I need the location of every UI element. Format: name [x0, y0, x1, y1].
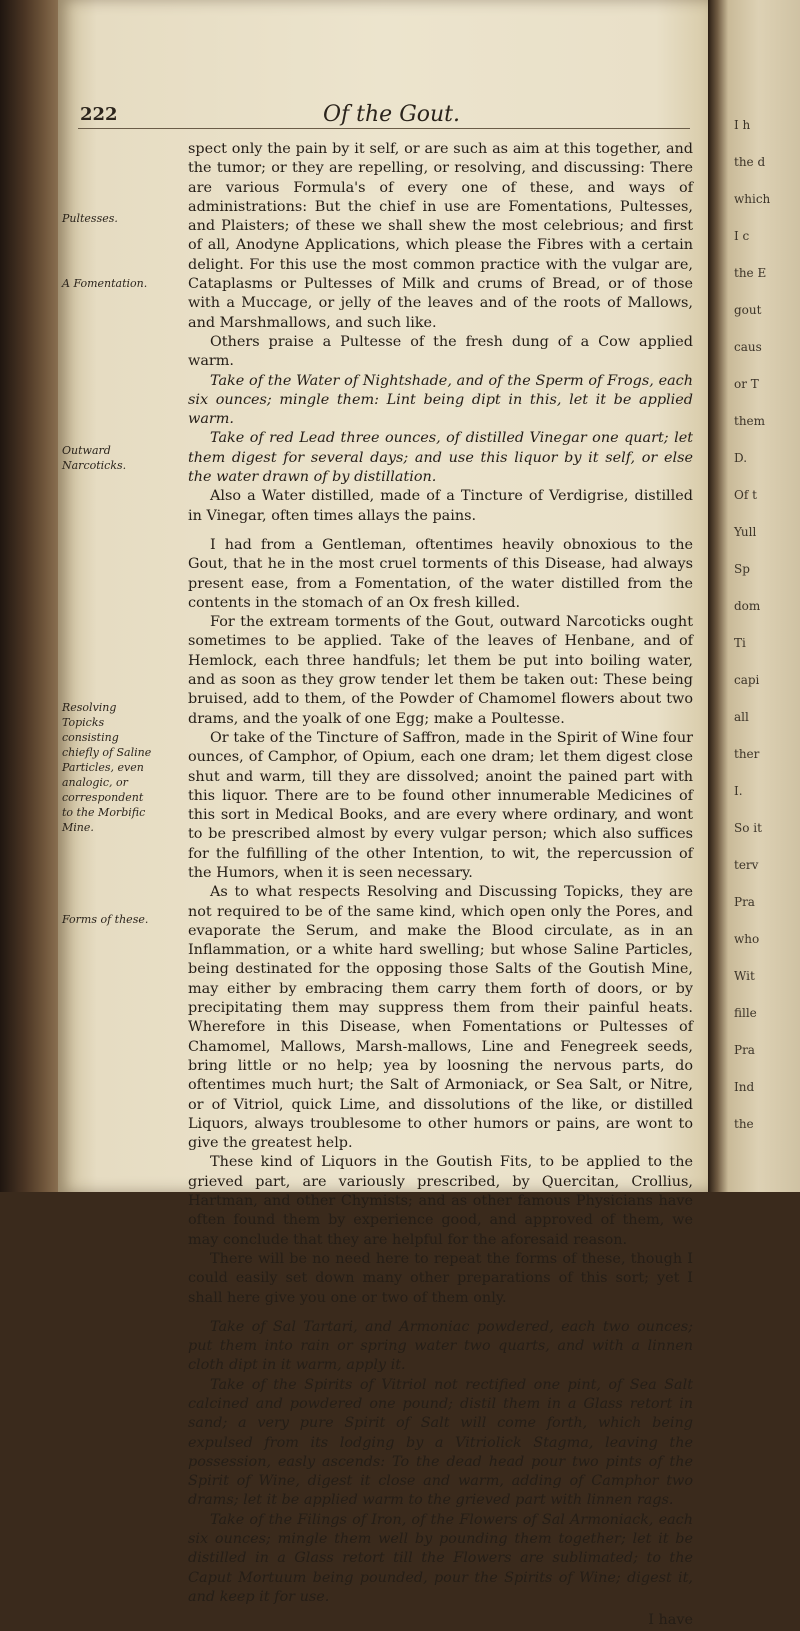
margin-note-pultesses: Pultesses.: [62, 212, 118, 225]
running-title: Of the Gout.: [323, 102, 461, 127]
facing-page-fragment: Of t: [734, 488, 757, 502]
margin-note-forms: Forms of these.: [62, 913, 149, 926]
page-number: 222: [80, 104, 118, 125]
facing-page-edge: [708, 0, 800, 1192]
facing-page-fragment: caus: [734, 340, 762, 354]
recipe-paragraph: Take of the Filings of Iron, of the Flowers of Sal Armoniack, each six ounces; mingle them well by pounding them together; let it be distilled in a Glass retort till the Flowers are sublimated; to the Caput Mortuum being pounded, pour the Spirits of Wine; digest it, and keep it for use.: [188, 1511, 693, 1605]
paragraph: I had from a Gentleman, oftentimes heavily obnoxious to the Gout, that he in the most cruel torments of this Disease, had always present ease, from a Fomentation, of the water distilled from the contents in the stomach of an Ox fresh killed.: [188, 536, 693, 611]
facing-page-fragment: I.: [734, 784, 743, 798]
page-body: [188, 140, 693, 1631]
recipe-paragraph: Take of the Spirits of Vitriol not rectified one pint, of Sea Salt calcined and powdered one pound; distil them in a Glass retort in sand; a very pure Spirit of Salt will come forth, which being expulsed from its lodging by a Vitriolick Stagma, leaving the possession, easly ascends: To the dead head pour two pints of the Spirit of Wine, digest it close and warm, adding of Camphor two drams; let it be applied warm to the grieved part with linnen rags.: [188, 1376, 693, 1509]
facing-page-fragment: the d: [734, 155, 766, 169]
paragraph: spect only the pain by it self, or are such as aim at this together, and the tumor; or they are repelling, or resolving, and discussing: There are various Formula's of every one of these, and ways of administrations: But the chief in use are Fomentations, Pultesses, and Plaisters; of these we shall shew the most celebrious; and first of all, Anodyne Applications, which please the Fibres with a certain delight. For this use the most common practice with the vulgar are, Cataplasms or Pultesses of Milk and crums of Bread, or of those with a Muccage, or jelly of the leaves and of the roots of Mallows, and Marshmallows, and such like.: [188, 141, 693, 331]
running-head: [58, 104, 708, 128]
facing-page-fragment: I h: [734, 118, 751, 132]
facing-page-fragment: Pra: [734, 895, 755, 909]
facing-page-fragment: the: [734, 1117, 754, 1131]
facing-page-fragment: Yull: [734, 525, 757, 539]
book-page: [58, 0, 708, 1629]
facing-page-fragment: all: [734, 710, 749, 724]
facing-page-fragment: Ti: [734, 636, 746, 650]
facing-page-fragment: Ind: [734, 1080, 755, 1094]
paragraph: Also a Water distilled, made of a Tincture of Verdigrise, distilled in Vinegar, often times allays the pains.: [188, 488, 693, 524]
facing-page-fragment: which: [734, 192, 771, 206]
margin-note-narcoticks: Outward Narcoticks.: [62, 444, 127, 472]
margin-note-resolving: Resolving Topicks consisting chiefly of Saline Particles, even analogic, or correspondent to the Morbific Mine.: [62, 701, 152, 834]
recipe-paragraph: Take of the Water of Nightshade, and of the Sperm of Frogs, each six ounces; mingle them: Lint being dipt in this, let it be applied warm.: [188, 372, 693, 428]
paragraph: Others praise a Pultesse of the fresh dung of a Cow applied warm.: [188, 333, 693, 370]
recipe-paragraph: Take of red Lead three ounces, of distilled Vinegar one quart; let them digest for several days; and use this liquor by it self, or else the water drawn of by distillation.: [188, 430, 693, 486]
facing-page-fragment: gout: [734, 303, 762, 317]
catchword: I have: [648, 1612, 693, 1629]
facing-page-fragment: Sp: [734, 562, 750, 576]
facing-page-fragment: Wit: [734, 969, 755, 983]
paragraph: For the extream torments of the Gout, outward Narcoticks ought sometimes to be applied. Take of the leaves of Henbane, and of Hemlock, each three handfuls; let them be put into boiling water, and as soon as they grow tender let them be taken out: These being bruised, add to them, of the Powder of Chamomel flowers about two drams, and the yoalk of one Egg; make a Poultesse.: [188, 614, 693, 727]
facing-page-fragment: capi: [734, 673, 760, 687]
recipe-paragraph: Take of Sal Tartari, and Armoniac powdered, each two ounces; put them into rain or spring water two quarts, and with a linnen cloth dipt in it warm, apply it.: [188, 1318, 693, 1374]
facing-page-fragment: I c: [734, 229, 750, 243]
facing-page-fragment: D.: [734, 451, 748, 465]
facing-page-fragment: fille: [734, 1006, 757, 1020]
facing-page-fragment: or T: [734, 377, 759, 391]
paragraph: As to what respects Resolving and Discussing Topicks, they are not required to be of the same kind, which open only the Pores, and evaporate the Serum, and make the Blood circulate, as in an Inflammation, or a white hard swelling; but whose Saline Particles, being destinated for the opposing those Salts of the Goutish Mine, may either by embracing them carry them forth of doors, or by precipitating them may suppress them from their painful heats. Wherefore in this Disease, when Fomentations or Pultesses of Chamomel, Mallows, Marsh-mallows, Line and Fenegreek seeds, bring little or no help; yea by loosning the nervous parts, do oftentimes much hurt; the Salt of Armoniack, or Sea Salt, or Nitre, or of Vitriol, quick Lime, and dissolutions of the like, or distilled Liquors, always troublesome to other humors or pains, are wont to give the greatest help.: [188, 884, 693, 1152]
facing-page-fragment: So it: [734, 821, 762, 835]
head-rule: [78, 128, 690, 129]
facing-page-fragment: them: [734, 414, 766, 428]
paragraph: Or take of the Tincture of Saffron, made in the Spirit of Wine four ounces, of Camphor, of Opium, each one dram; let them digest close shut and warm, till they are dissolved; anoint the pained part with this liquor. There are to be found other innumerable Medicines of this sort in Medical Books, and are every where ordinary, and wont to be prescribed almost by every vulgar person; which also suffices for the fulfilling of the other Intention, to wit, the repercussion of the Humors, when it is seen necessary.: [188, 729, 693, 881]
facing-page-fragment: the E: [734, 266, 767, 280]
facing-page-fragment: who: [734, 932, 760, 946]
paragraph: These kind of Liquors in the Goutish Fits, to be applied to the grieved part, are variously prescribed, by Quercitan, Crollius, Hartman, and other Chymists; and as other famous Physicians have often found them by experience good, and approved of them, we may conclude that they are helpful for the aforesaid reason.: [188, 1154, 693, 1248]
margin-note-fomentation: A Fomentation.: [62, 277, 148, 290]
facing-page-fragment: dom: [734, 599, 761, 613]
facing-page-fragment: terv: [734, 858, 759, 872]
facing-page-fragment: ther: [734, 747, 760, 761]
paragraph: There will be no need here to repeat the forms of these, though I could easily set down many other preparations of this sort; yet I shall here give you one or two of them only.: [188, 1250, 693, 1306]
facing-page-fragment: Pra: [734, 1043, 755, 1057]
